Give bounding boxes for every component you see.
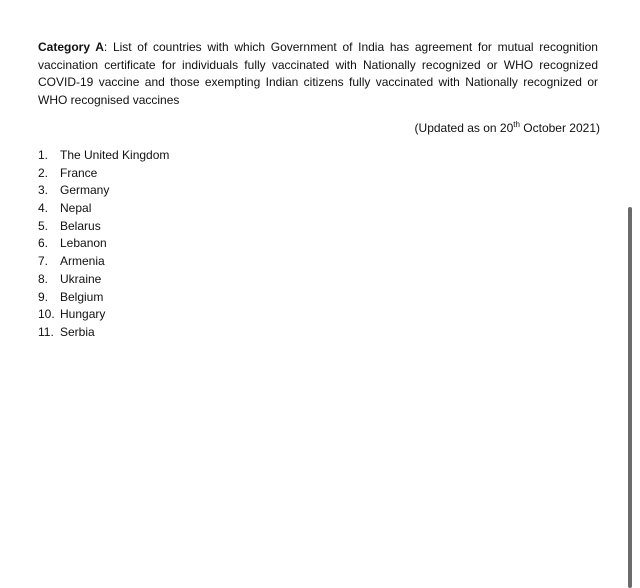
item-number: 10. xyxy=(38,307,55,322)
list-item xyxy=(38,147,169,165)
list-item xyxy=(38,271,169,289)
country-name: Germany xyxy=(60,183,110,198)
item-number: 5. xyxy=(38,218,49,233)
list-item xyxy=(38,324,169,342)
country-name: France xyxy=(60,165,98,180)
country-name: Serbia xyxy=(60,324,95,339)
country-name: Nepal xyxy=(60,201,92,216)
country-name: Lebanon xyxy=(60,236,107,251)
vertical-scrollbar[interactable] xyxy=(628,207,632,588)
item-number: 6. xyxy=(38,236,49,251)
list-item xyxy=(38,253,169,271)
list-item xyxy=(38,182,169,200)
updated-suffix: October 2021) xyxy=(519,121,600,135)
updated-date xyxy=(415,120,600,138)
item-number: 1. xyxy=(38,148,49,162)
country-name: Hungary xyxy=(60,307,106,322)
country-name: Belgium xyxy=(60,289,104,304)
country-name: Armenia xyxy=(60,254,105,269)
country-name: Ukraine xyxy=(60,271,102,286)
country-list xyxy=(38,147,169,342)
list-item xyxy=(38,289,169,307)
item-number: 3. xyxy=(38,183,49,198)
item-number: 7. xyxy=(38,254,49,269)
item-number: 11. xyxy=(38,324,54,339)
item-number: 9. xyxy=(38,289,49,304)
item-number: 4. xyxy=(38,201,49,216)
list-item xyxy=(38,165,169,183)
category-label: Category A xyxy=(38,40,104,54)
updated-prefix: (Updated as on 20 xyxy=(414,121,514,135)
country-name: The United Kingdom xyxy=(60,148,170,162)
list-item xyxy=(38,235,169,253)
item-number: 8. xyxy=(38,271,49,286)
intro-paragraph xyxy=(38,39,598,109)
intro-text: List of countries with which Government of India has agreement for mutual recognition vaccination certificate for individuals fully vaccinated with Nationally recognized or WHO recognized COVID-19 vaccine and those exempting Indian citizens fully vaccinated with Nationally recognized or WHO recognised vaccines xyxy=(38,40,598,107)
category-colon: : xyxy=(103,40,108,54)
list-item xyxy=(38,200,169,218)
list-item xyxy=(38,218,169,236)
list-item xyxy=(38,306,169,324)
country-name: Belarus xyxy=(60,218,101,233)
updated-superscript: th xyxy=(513,120,520,129)
item-number: 2. xyxy=(38,165,49,180)
